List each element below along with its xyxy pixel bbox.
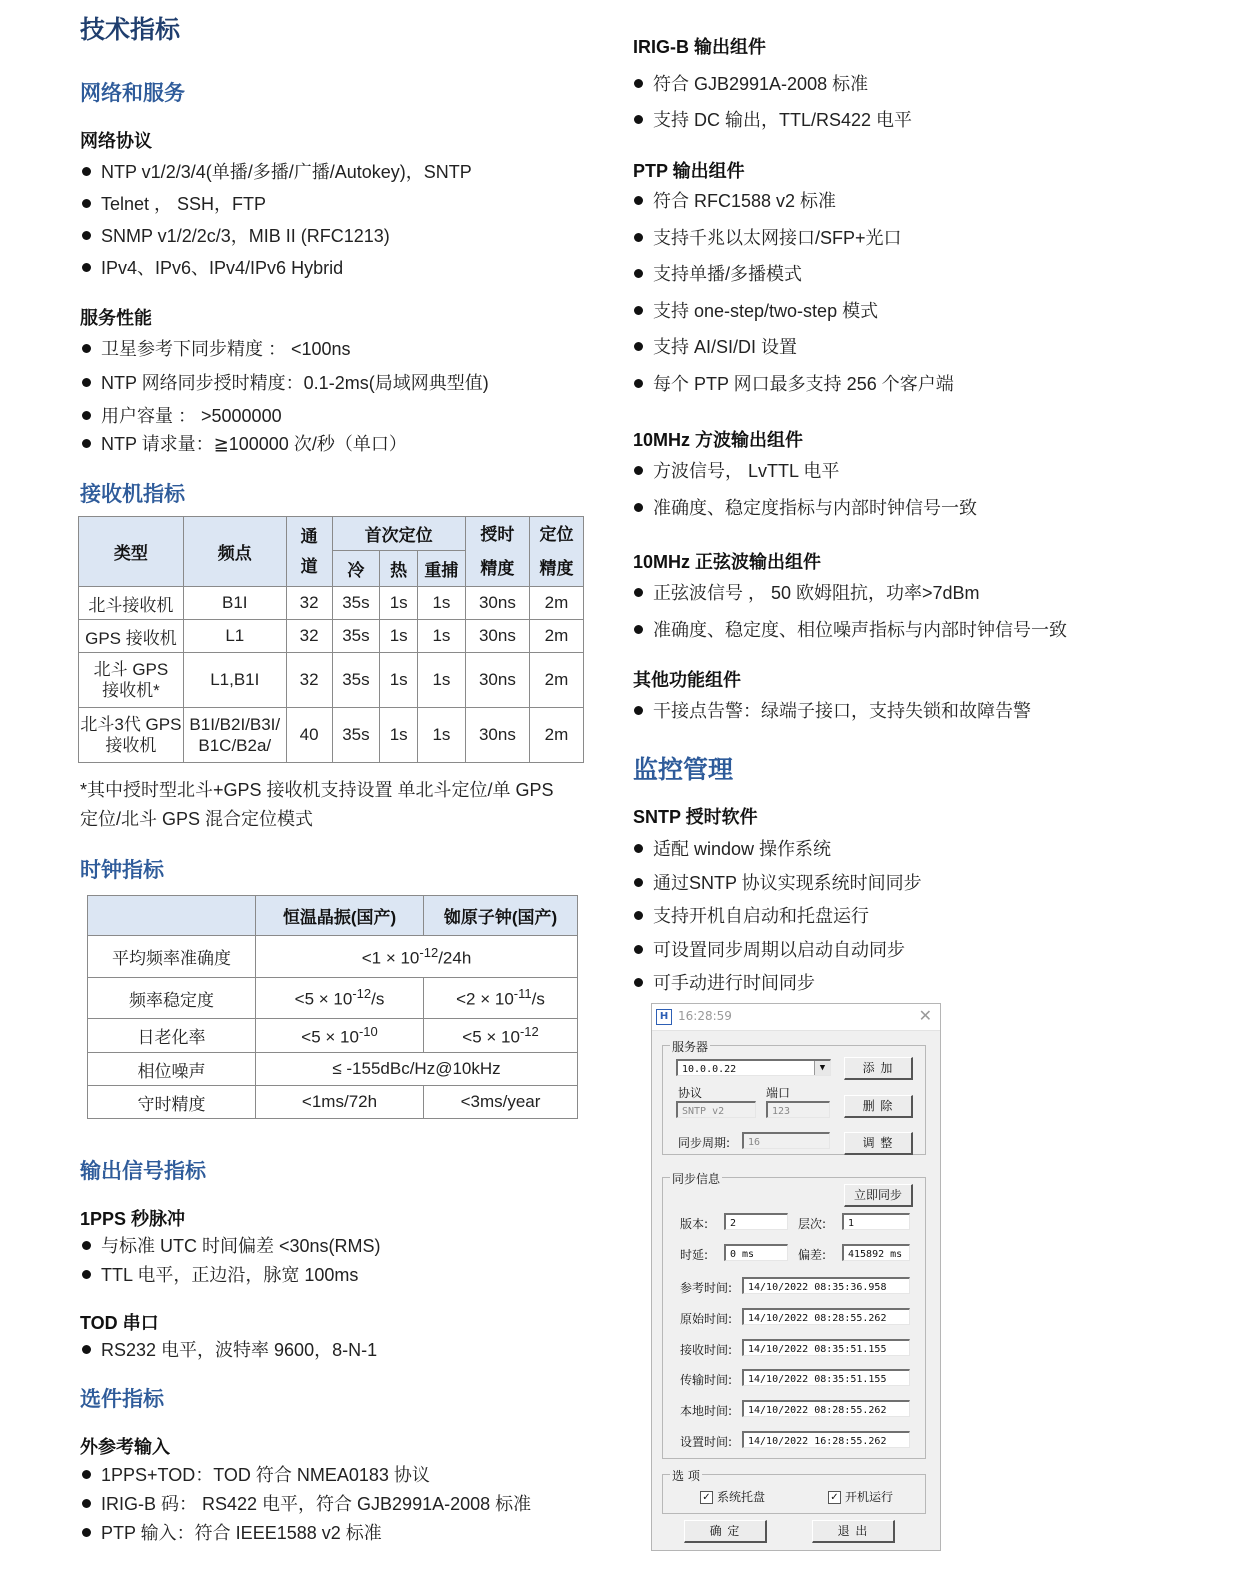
list-item: 与标准 UTC 时间偏差 <30ns(RMS): [82, 1232, 381, 1258]
table-row: GPS 接收机 L1 32 35s 1s 1s 30ns 2m: [79, 620, 584, 653]
table-row: 北斗接收机 B1I 32 35s 1s 1s 30ns 2m: [79, 587, 584, 620]
local-time-label: 本地时间:: [680, 1404, 733, 1418]
receiver-table: [78, 516, 584, 763]
monitor-heading: 监控管理: [633, 756, 734, 784]
version-label: 版本:: [680, 1217, 709, 1231]
sine-title: 10MHz 正弦波输出组件: [633, 552, 822, 572]
list-item: 通过SNTP 协议实现系统时间同步: [634, 869, 922, 895]
sync-group-title: 同步信息: [672, 1172, 721, 1186]
server-select[interactable]: 10.0.0.22 ▼: [676, 1059, 831, 1076]
ok-button[interactable]: 确 定: [684, 1520, 767, 1543]
list-item: 可手动进行时间同步: [634, 969, 815, 995]
list-item: 1PPS+TOD：TOD 符合 NMEA0183 协议: [82, 1461, 430, 1487]
stratum-label: 层次:: [798, 1217, 827, 1231]
sntp-title: SNTP 授时软件: [633, 807, 758, 827]
list-item: 支持千兆以太网接口/SFP+光口: [634, 224, 902, 250]
close-icon[interactable]: ✕: [918, 1006, 932, 1025]
clock-heading: 时钟指标: [80, 859, 164, 882]
list-item: 支持 AI/SI/DI 设置: [634, 333, 797, 359]
col-first-fix: 首次定位: [332, 517, 465, 551]
check-icon: ✓: [828, 1491, 841, 1504]
list-item: 可设置同步周期以启动自动同步: [634, 936, 905, 962]
options-group-title: 选 项: [672, 1469, 700, 1483]
recv-time-label: 接收时间:: [680, 1343, 733, 1357]
offset-field[interactable]: 415892 ms: [842, 1244, 910, 1261]
dialog-title-time: 16:28:59: [678, 1009, 732, 1023]
add-button[interactable]: 添 加: [844, 1057, 913, 1080]
tray-checkbox[interactable]: ✓ 系统托盘: [700, 1488, 765, 1505]
options-heading: 选件指标: [80, 1388, 164, 1411]
col-cold: 冷: [332, 551, 380, 587]
recv-time-field[interactable]: 14/10/2022 08:35:51.155: [742, 1339, 910, 1356]
protocols-title: 网络协议: [80, 131, 152, 151]
trans-time-label: 传输时间:: [680, 1373, 733, 1387]
irig-title: IRIG-B 输出组件: [633, 37, 766, 57]
list-item: 支持单播/多播模式: [634, 260, 802, 286]
table-row: 守时精度 <1ms/72h <3ms/year: [88, 1086, 578, 1119]
set-time-field[interactable]: 14/10/2022 16:28:55.262: [742, 1431, 910, 1448]
receiver-heading: 接收机指标: [80, 483, 185, 506]
list-item: NTP 网络同步授时精度：0.1-2ms(局域网典型值): [82, 369, 489, 395]
col-channel: 通 道: [286, 517, 332, 587]
list-item: 干接点告警：绿端子接口，支持失锁和故障告警: [634, 697, 1031, 723]
list-item: 方波信号， LvTTL 电平: [634, 457, 839, 483]
chevron-down-icon[interactable]: ▼: [814, 1061, 830, 1076]
table-row: 平均频率准确度 $<1 \times 10^{-12}/24h$: [88, 936, 578, 978]
col-timing: 授时 精度: [465, 517, 529, 587]
app-icon: H: [656, 1009, 672, 1025]
col-type: 类型: [79, 517, 184, 587]
check-icon: ✓: [700, 1491, 713, 1504]
list-item: IPv4、IPv6、IPv4/IPv6 Hybrid: [82, 254, 343, 280]
list-item: NTP 请求量：≧100000 次/秒（单口）: [82, 430, 407, 456]
sync-now-button[interactable]: 立即同步: [844, 1184, 913, 1207]
list-item: 支持 one-step/two-step 模式: [634, 297, 878, 323]
trans-time-field[interactable]: 14/10/2022 08:35:51.155: [742, 1369, 910, 1386]
page-title: 技术指标: [80, 16, 181, 44]
set-time-label: 设置时间:: [680, 1435, 733, 1449]
ref-time-label: 参考时间:: [680, 1281, 733, 1295]
table-row: 北斗3代 GPS 接收机 B1I/B2I/B3I/ B1C/B2a/ 40 35s 1s 1s 30ns 2m: [79, 708, 584, 763]
delay-field[interactable]: 0 ms: [724, 1244, 788, 1261]
network-heading: 网络和服务: [80, 82, 185, 105]
col-position: 定位 精度: [529, 517, 583, 587]
tod-title: TOD 串口: [80, 1313, 159, 1333]
delete-button[interactable]: 删 除: [844, 1095, 913, 1118]
receiver-note: *其中授时型北斗+GPS 接收机支持设置 单北斗定位/单 GPS 定位/北斗 GPS 混合定位模式: [80, 780, 554, 829]
table-row: 相位噪声 ≤ -155dBc/Hz@10kHz: [88, 1053, 578, 1086]
ref-time-field[interactable]: 14/10/2022 08:35:36.958: [742, 1277, 910, 1294]
origin-time-label: 原始时间:: [680, 1312, 733, 1326]
perf-title: 服务性能: [80, 308, 152, 328]
list-item: IRIG-B 码： RS422 电平，符合 GJB2991A-2008 标准: [82, 1490, 531, 1516]
list-item: RS232 电平，波特率 9600，8-N-1: [82, 1336, 377, 1362]
version-field[interactable]: 2: [724, 1213, 788, 1230]
table-row: 北斗 GPS 接收机* L1,B1I 32 35s 1s 1s 30ns 2m: [79, 653, 584, 708]
list-item: 支持开机自启动和托盘运行: [634, 902, 869, 928]
list-item: 符合 RFC1588 v2 标准: [634, 187, 836, 213]
protocol-field[interactable]: SNTP v2: [676, 1101, 756, 1118]
sntp-dialog: [651, 1003, 941, 1551]
list-item: Telnet ， SSH，FTP: [82, 190, 266, 216]
square-title: 10MHz 方波输出组件: [633, 430, 804, 450]
col-reacq: 重捕: [418, 551, 466, 587]
server-group-title: 服务器: [672, 1040, 709, 1054]
period-label: 同步周期:: [678, 1136, 731, 1150]
ext-ref-title: 外参考输入: [80, 1437, 170, 1457]
ptp-title: PTP 输出组件: [633, 161, 745, 181]
list-item: 用户容量 ： >5000000: [82, 402, 282, 428]
port-label: 端口: [766, 1086, 791, 1100]
list-item: 每个 PTP 网口最多支持 256 个客户端: [634, 370, 954, 396]
list-item: TTL 电平，正边沿，脉宽 100ms: [82, 1261, 358, 1287]
delay-label: 时延:: [680, 1248, 709, 1262]
list-item: 卫星参考下同步精度 ： <100ns: [82, 335, 351, 361]
list-item: 准确度、稳定度指标与内部时钟信号一致: [634, 494, 977, 520]
protocol-label: 协议: [678, 1086, 703, 1100]
col-ocxo: 恒温晶振(国产): [256, 896, 424, 936]
clock-table: [87, 895, 578, 1119]
col-rubidium: 铷原子钟(国产): [424, 896, 578, 936]
port-field[interactable]: 123: [766, 1101, 830, 1118]
list-item: NTP v1/2/3/4(单播/多播/广播/Autokey)，SNTP: [82, 158, 472, 184]
list-item: SNMP v1/2/2c/3，MIB II (RFC1213): [82, 222, 390, 248]
offset-label: 偏差:: [798, 1248, 827, 1262]
list-item: PTP 输入：符合 IEEE1588 v2 标准: [82, 1519, 382, 1545]
list-item: 准确度、稳定度、相位噪声指标与内部时钟信号一致: [634, 616, 1067, 642]
autorun-checkbox[interactable]: ✓ 开机运行: [828, 1488, 893, 1505]
list-item: 支持 DC 输出，TTL/RS422 电平: [634, 106, 912, 132]
table-row: 频率稳定度 $<5 \times 10^{-12}/s$ $<2 \times 10^{-11}/s$: [88, 978, 578, 1019]
col-freq: 频点: [183, 517, 286, 587]
adjust-button[interactable]: 调 整: [844, 1132, 913, 1155]
pps-title: 1PPS 秒脉冲: [80, 1209, 186, 1229]
exit-button[interactable]: 退 出: [812, 1520, 895, 1543]
output-heading: 输出信号指标: [80, 1160, 206, 1183]
stratum-field[interactable]: 1: [842, 1213, 910, 1230]
list-item: 正弦波信号 ， 50 欧姆阻抗，功率>7dBm: [634, 579, 980, 605]
clock-corner: [88, 896, 256, 936]
table-row: 日老化率 $<5 \times 10^{-10}$ $<5 \times 10^{-12}$: [88, 1019, 578, 1053]
list-item: 适配 window 操作系统: [634, 835, 831, 861]
period-field[interactable]: 16: [742, 1132, 830, 1149]
origin-time-field[interactable]: 14/10/2022 08:28:55.262: [742, 1308, 910, 1325]
col-hot: 热: [380, 551, 418, 587]
list-item: 符合 GJB2991A-2008 标准: [634, 70, 868, 96]
other-title: 其他功能组件: [633, 670, 741, 690]
dialog-titlebar: [652, 1004, 940, 1031]
local-time-field[interactable]: 14/10/2022 08:28:55.262: [742, 1400, 910, 1417]
